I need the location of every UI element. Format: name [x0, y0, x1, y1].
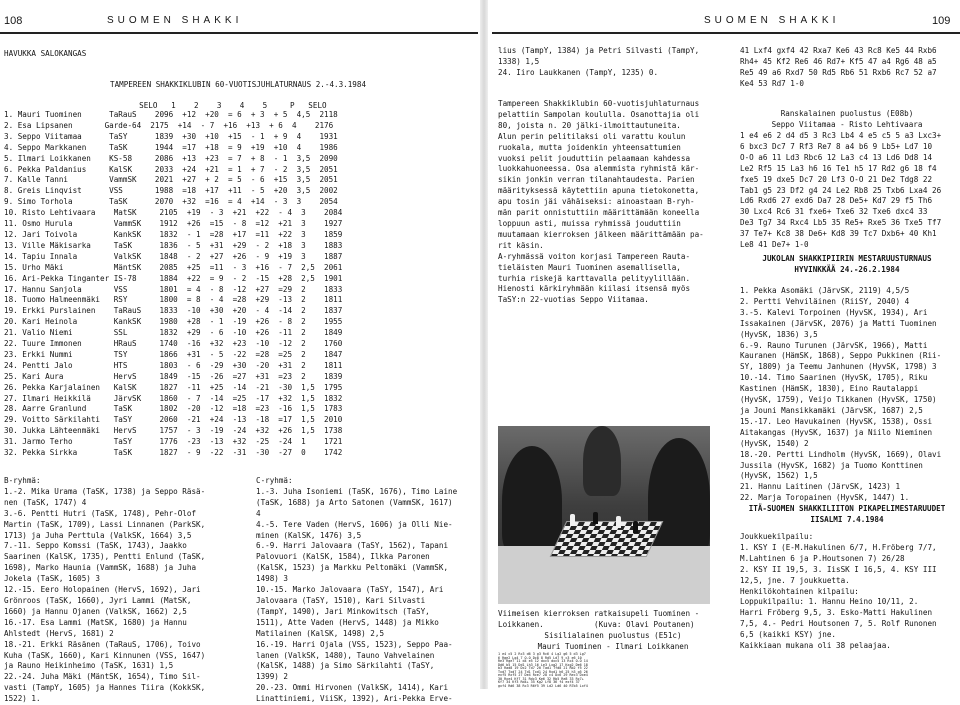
moves-line: Tab1 g5 23 Df2 g4 24 Le2 Rb8 25 Txb6 Lxa4 26 [740, 185, 942, 195]
b-group-line: 1713) ja Juha Perttula (ValkSK, 1664) 3,5 [4, 530, 192, 540]
report-line: sikin jonkin verran tilanahtaudesta. Parien [498, 175, 695, 185]
standings-row: 26. Pekka Karjalainen KalSK 1827 -11 +25 -14 -21 -30 1,5 1795 [4, 382, 343, 392]
jukola-line: 22. Marja Toropainen (HyvSK, 1447) 1. [740, 493, 910, 503]
standings-header: SELO 1 2 3 4 5 P SELO [98, 101, 327, 110]
moves-line: Dd6 b5 15 Dd1 Lh3 16 Le3 Lxg2 17 Kxg2 De6 18 [498, 662, 588, 667]
standings-row: 2. Esa Lipsanen Garde-64 2175 +14 - 7 +16 +13 + 6 4 2176 [4, 120, 334, 130]
left-page-number: 108 [4, 15, 23, 27]
jukola-title-line: JUKOLAN SHAKKIPIIRIN MESTARUUSTURNAUS [762, 254, 932, 263]
standings-row: 19. Erkki Purslainen TaRauS 1833 -10 +30 +20 - 4 -14 2 1837 [4, 306, 343, 316]
moves-line: gxf4 Rd6 38 Rc3 R6f5 39 Ld2 Ld6 40 R7b5 Lxf4 [498, 683, 588, 688]
report-line: 80, joista n. 20 jälki-ilmoittautuneita. [498, 120, 681, 130]
ita-line: Loppukilpailu: 1. Hannu Heino 10/11, 2. [740, 597, 919, 607]
page-gutter [480, 0, 488, 689]
moves-line: Kf7 34 Kf3 Rd4+ 35 Kg2 Lf8 36 f4 exf4 37 [498, 680, 580, 684]
jukola-title [740, 254, 954, 276]
report-line: Hienosti kärkiryhmään kiilasi itsensä myös [498, 284, 691, 294]
report-line: määrityksessä käytettiin apuna tietokonetta, [498, 186, 700, 196]
report-line: TaSY:n 22-vuotias Seppo Viitamaa. [498, 295, 649, 305]
moves-line: 41 Lxf4 gxf4 42 Rxa7 Ke6 43 Rc8 Ke5 44 Rxb6 [740, 46, 937, 55]
ita-suomi-title [740, 504, 954, 526]
jukola-line: (HyvSK, 1836) 3,5 [740, 329, 818, 339]
ita-line: 7,5, 4.- Pedri Houtsonen 7, 5. Rolf Runonen [740, 619, 937, 629]
moves-line: 6 bxc3 Dc7 7 Rf3 Re7 8 a4 b6 9 Lb5+ Ld7 10 [740, 141, 933, 151]
c-group-line: C-ryhmä: [256, 476, 293, 485]
report-line: turhia riskejä karttavalla pelityylillään. [498, 273, 691, 283]
standings-row: 10. Risto Lehtivaara MatSK 2105 +19 - 3 +21 +22 - 4 3 2084 [4, 208, 343, 218]
c-group-line: 4 [256, 508, 261, 518]
standings-row: 1. Mauri Tuominen TaRauS 2096 +12 +20 = 6 + 3 + 5 4,5 2118 [4, 110, 338, 119]
c-group-line: Jalovaara (TaSY, 1510), Kari Silvasti [256, 595, 426, 605]
standings-row: 20. Kari Heinola KankSK 1980 +28 - 1 -19 +26 - 8 2 1955 [4, 317, 343, 327]
jukola-results [740, 286, 941, 504]
ita-line: 6,5 (kaikki KSY) jne. [740, 630, 837, 640]
left-running-head: SUOMEN SHAKKI [107, 15, 243, 26]
c-group-line: 1498) 3 [256, 574, 289, 584]
ita-title-line: IISALMI 7.4.1984 [810, 514, 884, 524]
ita-line: M.Lahtinen 6 ja P.Houtsonen 7) 26/28 [740, 553, 905, 563]
standings-row: 13. Ville Mäkisarka TaSK 1836 - 5 +31 +29 - 2 +18 3 1883 [4, 240, 343, 250]
c-group-line: (TampY, 1490), Jari Minkowitsch (TaSY, [256, 606, 430, 616]
b-group-line: Grönroos (TaSK, 1660), Jyri Lammi (MatSK, [4, 595, 192, 605]
moves-line: Le2 Rf5 15 La3 h6 16 Te1 h5 17 Rd2 g6 18 f4 [740, 163, 937, 173]
standings-row: 14. Tapiu Innala ValkSK 1848 - 2 +27 +26 - 9 +19 3 1887 [4, 251, 343, 261]
report-line: pelattiin Sampolan koululla. Osanottajia oli [498, 109, 700, 119]
jukola-line: 21. Hannu Laitinen (JärvSK, 1423) 1 [740, 482, 901, 492]
sicilian-game-moves [498, 653, 588, 688]
b-group-line: Ahlstedt (HervS, 1681) 2 [4, 628, 114, 638]
report-line: män parit onnistuttiin määrittämään koneella [498, 208, 700, 218]
moves-line: Rh4+ 45 Kf2 Re6 46 Rd7+ Kf5 47 a4 Rg6 48 a5 [740, 56, 937, 66]
c-group-line: 4.-5. Tere Vaden (HervS, 1606) ja Olli Nie- [256, 519, 453, 529]
c-group-line: 16.-19. Harri Ojala (VSS, 1523), Seppo Paa- [256, 639, 453, 649]
moves-line: De3 Tg7 34 Rxc4 Lb5 35 Re5+ Rxe5 36 Txe5 Tf7 [740, 218, 942, 228]
right-page-number: 109 [932, 15, 951, 27]
jukola-line: Jussila (HyvSK, 1682) ja Tuomo Konttinen [740, 460, 923, 470]
c-group-line: (TaSK, 1688) ja Arto Satonen (VammSK, 1617) [256, 497, 453, 507]
standings-row: 21. Valio Niemi SSL 1832 +29 - 6 -10 +26 -11 2 1849 [4, 328, 343, 338]
report-line: tieläisten Mauri Tuominen asemallisella, [498, 262, 681, 272]
french-game-moves [740, 131, 941, 251]
b-group-line: 7.-11. Seppo Komssi (TaSK, 1743), Jaakko [4, 541, 187, 551]
jukola-line: (HyvSK, 1540) 2 [740, 438, 809, 448]
moves-line: Re3 Rge7 11 d4 e5 12 dxc5 dxc5 13 Rc4 O-O 14 [498, 659, 588, 663]
ita-line: Kaikkiaan mukana oli 38 pelaajaa. [740, 641, 891, 651]
b-group-results [4, 476, 205, 705]
report-line: ruokala, mutta joidenkin yhteensattumien [498, 142, 681, 152]
jukola-line: (HyvSK, 1759), Veijo Tikkanen (HyvSK, 1750) [740, 395, 937, 405]
moves-line: fxe5 19 dxe5 Dc7 20 Lf3 O-O 21 De2 Tdg8 22 [740, 174, 933, 184]
ita-line: 12,5, jne. 7 joukkuetta. [740, 575, 850, 585]
jukola-line: 2. Pertti Vehviläinen (RiiSY, 2040) 4 [740, 296, 910, 306]
c-group-line: 10.-15. Marko Jalovaara (TaSY, 1547), Ari [256, 585, 444, 595]
standings-row: 32. Pekka Sirkka TaSK 1827 - 9 -22 -31 -30 -27 0 1742 [4, 448, 343, 458]
report-line: vuoksi pelit jouduttiin pelaamaan kahdessa [498, 153, 691, 163]
c-group-results [256, 476, 457, 705]
c-group-line: Matilainen (KalSK, 1498) 2,5 [256, 628, 385, 638]
moves-line: O-O a6 11 Ld3 Rbc6 12 La3 c4 13 Ld6 Dd8 14 [740, 152, 933, 162]
jukola-line: 18.-20. Pertti Lindholm (HyvSK, 1669), Olavi [740, 449, 942, 459]
b-group-line: nen (TaSK, 1747) 4 [4, 497, 87, 507]
report-line: A-ryhmässä voiton korjasi Tampereen Rauta- [498, 251, 691, 261]
jukola-line: 15.-17. Leo Havukainen (HyvSK, 1538), Ossi [740, 416, 933, 426]
moves-line: 37 Te7+ Kc8 38 De6+ Kd8 39 Tc7 Dxb6+ 40 Kh1 [740, 229, 937, 239]
jukola-title-line: HYVINKKÄÄ 24.-26.2.1984 [794, 264, 900, 274]
moves-line: Le8 41 De7+ 1-0 [740, 240, 809, 250]
b-group-line: 1660) ja Hannu Ojanen (ValkSK, 1662) 2,5 [4, 606, 187, 616]
sicilian-title-line: Mauri Tuominen - Ilmari Loikkanen [537, 641, 689, 651]
standings-row: 30. Jukka Lähteenmäki HervS 1757 - 3 -19 -24 +32 +26 1,5 1738 [4, 426, 343, 436]
c-group-line: lanen (ValkSK, 1480), Tauno Vahvelainen [256, 650, 435, 660]
standings-row: 28. Aarre Granlund TaSK 1802 -20 -12 =18 =23 -16 1,5 1783 [4, 404, 343, 414]
text-line: lius (TampY, 1384) ja Petri Silvasti (TampY, [498, 46, 700, 55]
report-line: apu tosin jäi vähäiseksi: ainoastaan B-ryh- [498, 197, 695, 207]
report-line: Alun perin pelitilaksi oli varattu koulun [498, 131, 686, 141]
standings-row: 24. Pentti Jalo HTS 1803 - 6 -29 +30 -20 +31 2 1811 [4, 360, 343, 370]
b-group-line: Martin (TaSK, 1709), Lassi Linnanen (ParkSK, [4, 519, 206, 529]
ita-line: Henkilökohtainen kilpailu: [740, 586, 859, 596]
c-group-line: 1.-3. Juha Isoniemi (TaSK, 1676), Timo Laine [256, 486, 458, 496]
b-group-line: ja Rauno Heikinheimo (TaSK, 1631) 1,5 [4, 661, 174, 671]
french-title-line: Ranskalainen puolustus (E08b) [780, 109, 914, 118]
standings-row: 5. Ilmari Loikkanen KS-58 2086 +13 +23 = 7 + 8 - 1 3,5 2090 [4, 153, 338, 163]
ita-suomi-results [740, 532, 937, 652]
standings-row: 12. Jari Toivola KankSK 1832 - 1 =28 +17 =11 +22 3 1859 [4, 229, 343, 239]
french-title-line: Seppo Viitamaa - Risto Lehtivaara [771, 119, 923, 129]
caption-line: Viimeisen kierroksen ratkaisupeli Tuominen - [498, 609, 700, 618]
c-group-line: Palovuori (KalSK, 1584), Ilkka Paronen [256, 552, 430, 562]
b-group-line: 18.-21. Erkki Räsänen (TaRauS, 1706), Toivo [4, 639, 201, 649]
sicilian-game-title [498, 631, 728, 653]
standings-row: 16. Ari-Pekka Tinganter IS-78 1884 +22 = 9 - 2 -15 +28 2,5 1901 [4, 273, 343, 283]
standings-row: 31. Jarmo Terho TaSY 1776 -23 -13 +32 -25 -24 1 1721 [4, 437, 343, 447]
standings-row: 18. Tuomo Halmeenmäki RSY 1800 = 8 - 4 =28 +29 -13 2 1811 [4, 295, 343, 305]
jukola-line: 10.-14. Timo Saarinen (HyvSK, 1705), Riku [740, 373, 928, 383]
c-group-line: 6.-9. Harri Jalovaara (TaSY, 1562), Tapani [256, 541, 449, 551]
standings-row: 22. Tuure Immonen HRauS 1740 -16 +32 +23 -10 -12 2 1760 [4, 339, 343, 349]
standings-row: 17. Hannu Sanjola VSS 1801 = 4 - 8 -12 +27 =29 2 1833 [4, 284, 343, 294]
caption-line: Loikkanen. (Kuva: Olavi Poutanen) [498, 619, 695, 629]
c-group-line: 1399) 2 [256, 672, 289, 682]
moves-line: 30 Rxe4 Kf7 31 Rdc3 Ke6 32 Rb5 Re8 33 Rc7+ [498, 676, 584, 681]
jukola-line: Kastinen (HämSK, 1830), Eino Rautalappi [740, 384, 919, 394]
report-line: luokkahuoneessa. Osa alemmista ryhmistä kär- [498, 164, 700, 174]
standings-row: 8. Greis Linqvist VSS 1988 =18 +17 +11 - 5 +20 3,5 2002 [4, 186, 338, 196]
b-group-line: B-ryhmä: [4, 476, 41, 485]
moves-line: 30 Lxc4 Rc6 31 fxe6+ Txe6 32 Txe6 dxc4 33 [740, 207, 928, 217]
french-game-title [740, 109, 954, 131]
standings-row: 7. Kalle Tanni VammSK 2021 +27 + 2 = 5 - 6 +15 3,5 2051 [4, 175, 338, 185]
left-header-rule [0, 32, 478, 34]
moves-line: Ld6 Rxd6 27 exd6 Da7 28 De5+ Kd7 29 f5 Th6 [740, 196, 933, 206]
report-line: Tampereen Shakkiklubin 60-vuotisjuhlaturnaus [498, 99, 700, 108]
jukola-line: 3.-5. Kalevi Torpoinen (HyvSK, 1934), Ari [740, 307, 928, 317]
standings-row: 25. Kari Aura HervS 1849 -15 -26 =27 +31 =23 2 1839 [4, 371, 343, 381]
ita-title-line: ITÄ-SUOMEN SHAKKILIITON PIKAPELIMESTARUUDET [748, 504, 946, 513]
club-line: HAVUKKA SALOKANGAS [4, 49, 87, 58]
b-group-line: Kuha (TaSK, 1660), Kari Kinnunen (VSS, 1647) [4, 650, 206, 660]
c-group-line: 20.-23. Ommi Hirvonen (ValkSK, 1414), Kari [256, 683, 449, 693]
standings-row: 9. Simo Torhola TaSK 2070 +32 =16 = 4 +14 - 3 3 2054 [4, 197, 338, 207]
c-group-line: minen (KalSK, 1476) 3,5 [256, 530, 362, 540]
jukola-line: Kauranen (HämSK, 1868), Seppo Pukkinen (Rii- [740, 351, 942, 361]
standings-row: 29. Voitto Särkilahti TaSY 2060 -21 +24 -13 -18 =17 1,5 2010 [4, 415, 343, 425]
moves-line: 6 Rge2 Lg4 7 O-O Dc8 8 Rd5 Ld7 9 c3 e6 10 [498, 655, 582, 660]
report-line: loppuun asti, muissa ryhmissä jouduttiin [498, 218, 681, 228]
b-group-line: 1.-2. Mika Urama (TaSK, 1738) ja Seppo Räsä- [4, 486, 206, 496]
moves-line: Re5 49 a6 Rxd7 50 Rd5 Rb6 51 Rxb6 Rc7 52 a7 [740, 67, 937, 77]
moves-line: b3 Rad8 19 Dc2 Td7 20 Tad1 Tfd8 21 Rb2 f5 22 [498, 666, 588, 670]
c-group-line: (KalSK, 1523) ja Markku Peltomäki (VammSK, [256, 563, 449, 573]
moves-line: Ke4 53 Rd7 1-0 [740, 78, 805, 88]
standings-table [4, 110, 342, 459]
moves-line: Txd7 Txd7 24 Td1 Txd1 24 Rxd1 h6 25 h3 g5 26 [498, 669, 588, 674]
jukola-line: Aitakangas (HyvSK, 1637) ja Niilo Nieminen [740, 427, 933, 437]
standings-row: 3. Seppo Viitamaa TaSY 1839 +30 +10 +15 - 1 + 9 4 1931 [4, 131, 338, 141]
b-group-line: vasti (TampY, 1605) ja Hannes Tiira (KokkSK, [4, 683, 206, 693]
b-group-line: 12.-15. Eero Holopainen (HervS, 1692), Jari [4, 585, 201, 595]
game-moves-continued [740, 46, 937, 90]
photo-caption [498, 609, 699, 631]
moves-line: exf5 Rxf5 27 De4 Rce7 28 c4 Dc6 29 Rec3 Dxe4 [498, 673, 588, 677]
standings-row: 15. Urho Mäki MäntSK 2085 +25 =11 - 3 +16 - 7 2,5 2061 [4, 262, 343, 272]
standings-row: 23. Erkki Nummi TSY 1866 +31 - 5 -22 =28 =25 2 1847 [4, 349, 343, 359]
c-group-line: (KalSK, 1488) ja Simo Särkilahti (TaSY, [256, 661, 435, 671]
report-line: muutamaan kierroksen jälkeen määrittämään pa- [498, 229, 704, 239]
b-group-line: 22.-24. Juha Mäki (MäntSK, 1654), Timo Sil- [4, 672, 201, 682]
standings-row: 11. Osmo Hurula VammSK 1912 +26 =15 - 8 =12 +21 3 1927 [4, 219, 343, 229]
moves-line: 1 e4 c5 2 Rc3 d6 3 g3 Rc6 4 Lg2 g6 5 d3 Lg7 [498, 652, 586, 656]
b-group-line: 3.-6. Pentti Hutri (TaSK, 1748), Pehr-Olof [4, 508, 197, 518]
b-group-line: 16.-17. Esa Lammi (MatSK, 1680) ja Hannu [4, 617, 187, 627]
standings-row: 4. Seppo Markkanen TaSK 1944 =17 +18 = 9 +19 +10 4 1986 [4, 142, 338, 152]
right-header-rule [492, 32, 960, 34]
b-group-line: 1698), Marko Haunia (VammSK, 1688) ja Juha [4, 563, 197, 573]
report-line: rit käsin. [498, 240, 544, 250]
c-group-line: 1511), Atte Vaden (HervS, 1448) ja Mikko [256, 617, 439, 627]
ita-line: 2. KSY II 19,5, 3. IisSK I 16,5, 4. KSY III [740, 564, 937, 574]
text-line: 1338) 1,5 [498, 56, 540, 66]
tournament-report [498, 99, 704, 306]
b-group-line: Saarinen (KalSK, 1735), Pentti Enlund (TaSK, [4, 552, 206, 562]
right-running-head: SUOMEN SHAKKI [704, 15, 840, 26]
ita-line: Harri Fröberg 9,5, 3. Esko-Matti Hakulinen [740, 608, 933, 618]
jukola-line: (HyvSK, 1562) 1,5 [740, 471, 818, 481]
c-group-line: Linattiniemi, ViiSK, 1392), Ari-Pekka Erve- [256, 694, 453, 704]
text-line: 24. Iiro Laukkanen (TampY, 1235) 0. [498, 67, 659, 77]
b-group-line: 1522) 1. [4, 694, 41, 704]
b-group-line: Jokela (TaSK, 1605) 3 [4, 574, 101, 584]
jukola-line: ja Jouni Mansikkamäki (JärvSK, 1687) 2,5 [740, 405, 923, 415]
tournament-title: TAMPEREEN SHAKKIKLUBIN 60-VUOTISJUHLATURNAUS 2.-4.3.1984 [110, 80, 367, 89]
ita-line: 1. KSY I (E-M.Hakulinen 6/7, H.Fröberg 7/7, [740, 542, 937, 552]
sicilian-title-line: Sisilialainen puolustus (E51c) [544, 631, 682, 640]
jukola-line: Issakainen (JärvSK, 2076) ja Matti Tuominen [740, 318, 937, 328]
jukola-line: 1. Pekka Asomäki (JärvSK, 2119) 4,5/5 [740, 286, 910, 295]
c-group-continued [498, 46, 699, 79]
jukola-line: 6.-9. Rauno Turunen (JärvSK, 1966), Matti [740, 340, 928, 350]
jukola-line: SY, 1809) ja Teemu Janhunen (HyvSK, 1798) 3 [740, 362, 937, 372]
ita-line: Joukkuekilpailu: [740, 532, 814, 541]
standings-row: 6. Pekka Paldanius KalSK 2033 +24 +21 = 1 + 7 - 2 3,5 2051 [4, 164, 338, 174]
moves-line: 1 e4 e6 2 d4 d5 3 Rc3 Lb4 4 e5 c5 5 a3 Lxc3+ [740, 131, 942, 140]
standings-row: 27. Ilmari Heikkilä JärvSK 1860 - 7 -14 =25 -17 +32 1,5 1832 [4, 393, 343, 403]
tournament-photo [498, 426, 710, 604]
